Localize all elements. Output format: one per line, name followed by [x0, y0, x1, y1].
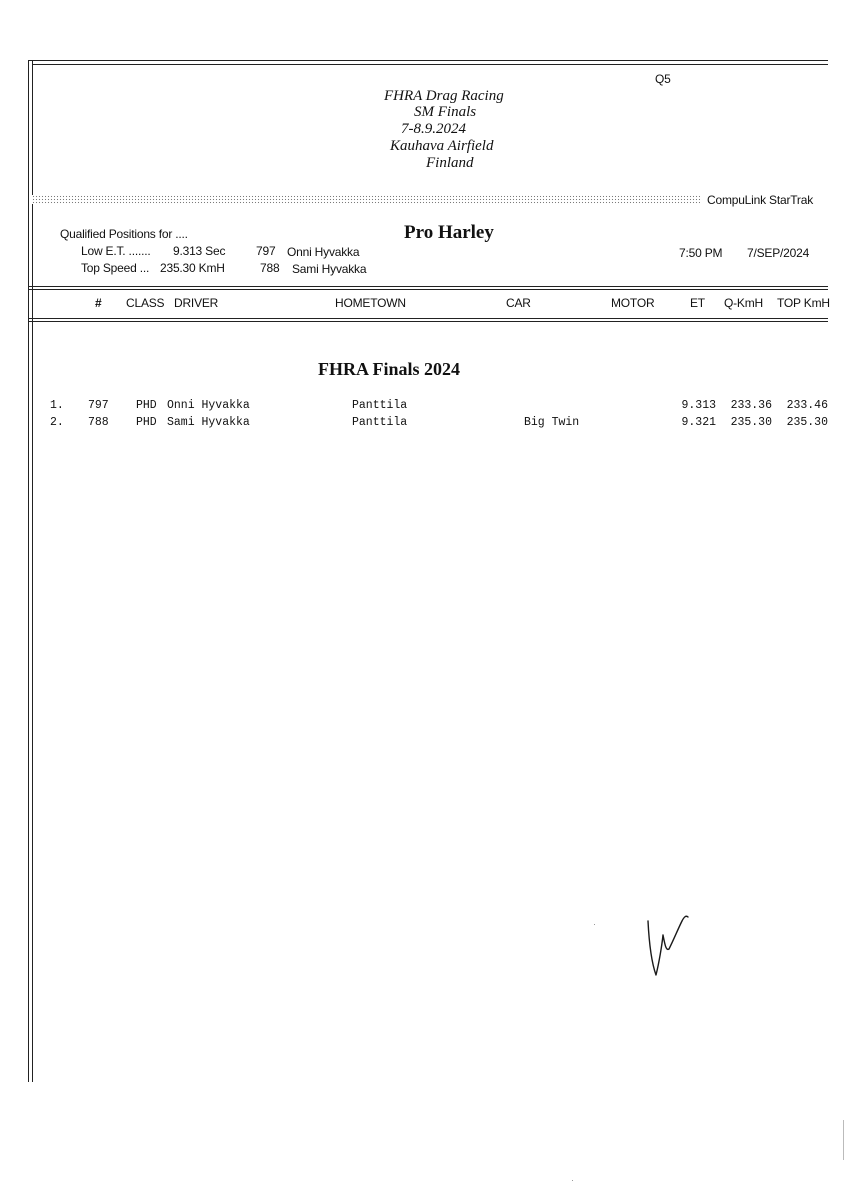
row-qkmh: 235.30	[730, 416, 772, 429]
col-class: CLASS	[126, 296, 165, 310]
header-line-top-1	[28, 286, 828, 287]
left-border-outer	[28, 60, 29, 1082]
report-time: 7:50 PM	[679, 246, 723, 260]
top-border	[28, 60, 828, 61]
event-line-4: Kauhava Airfield	[390, 138, 494, 154]
row-class: PHD	[136, 399, 157, 412]
event-line-5: Finland	[426, 155, 474, 171]
scan-edge-mark	[843, 1120, 844, 1160]
row-qkmh: 233.36	[730, 399, 772, 412]
row-et: 9.313	[681, 399, 716, 412]
header-line-top-2	[28, 289, 828, 290]
top-speed-number: 788	[260, 261, 280, 275]
class-title: Pro Harley	[404, 222, 494, 243]
row-position: 2.	[50, 416, 64, 429]
row-top-kmh: 233.46	[786, 399, 828, 412]
low-et-value: 9.313 Sec	[173, 244, 226, 258]
handwritten-signature	[640, 905, 700, 985]
row-number: 797	[88, 399, 109, 412]
col-qkmh: Q-KmH	[724, 296, 763, 310]
qualified-label: Qualified Positions for ....	[60, 227, 188, 241]
col-hometown: HOMETOWN	[335, 296, 406, 310]
top-speed-label: Top Speed ...	[81, 261, 150, 275]
left-border-inner	[32, 60, 33, 1082]
col-top-kmh: TOP KmH	[777, 296, 830, 310]
header-line-bottom-2	[28, 321, 828, 322]
low-et-label: Low E.T. .......	[81, 244, 151, 258]
page-code: Q5	[655, 72, 671, 86]
top-speed-driver: Sami Hyvakka	[292, 262, 367, 276]
row-hometown: Panttila	[352, 416, 408, 429]
top-border-2	[32, 64, 828, 65]
col-car: CAR	[506, 296, 531, 310]
system-name: CompuLink StarTrak	[707, 193, 813, 207]
row-hometown: Panttila	[352, 399, 408, 412]
row-top-kmh: 235.30	[786, 416, 828, 429]
top-speed-value: 235.30 KmH	[160, 261, 225, 275]
row-driver: Sami Hyvakka	[167, 416, 250, 429]
col-et: ET	[690, 296, 705, 310]
event-line-1: FHRA Drag Racing	[384, 88, 504, 104]
row-class: PHD	[136, 416, 157, 429]
header-line-bottom-1	[28, 318, 828, 319]
event-line-3: 7-8.9.2024	[401, 121, 466, 137]
dotted-separator	[32, 195, 700, 204]
col-num: #	[95, 296, 102, 310]
col-motor: MOTOR	[611, 296, 655, 310]
row-driver: Onni Hyvakka	[167, 399, 250, 412]
scan-speck	[594, 924, 595, 925]
event-line-2: SM Finals	[414, 104, 477, 120]
row-number: 788	[88, 416, 109, 429]
low-et-number: 797	[256, 244, 276, 258]
low-et-driver: Onni Hyvakka	[287, 245, 360, 259]
row-position: 1.	[50, 399, 64, 412]
scan-speck	[572, 1180, 573, 1181]
report-date: 7/SEP/2024	[747, 246, 810, 260]
row-et: 9.321	[681, 416, 716, 429]
section-title: FHRA Finals 2024	[318, 359, 461, 379]
col-driver: DRIVER	[174, 296, 219, 310]
row-car: Big Twin	[524, 416, 580, 429]
